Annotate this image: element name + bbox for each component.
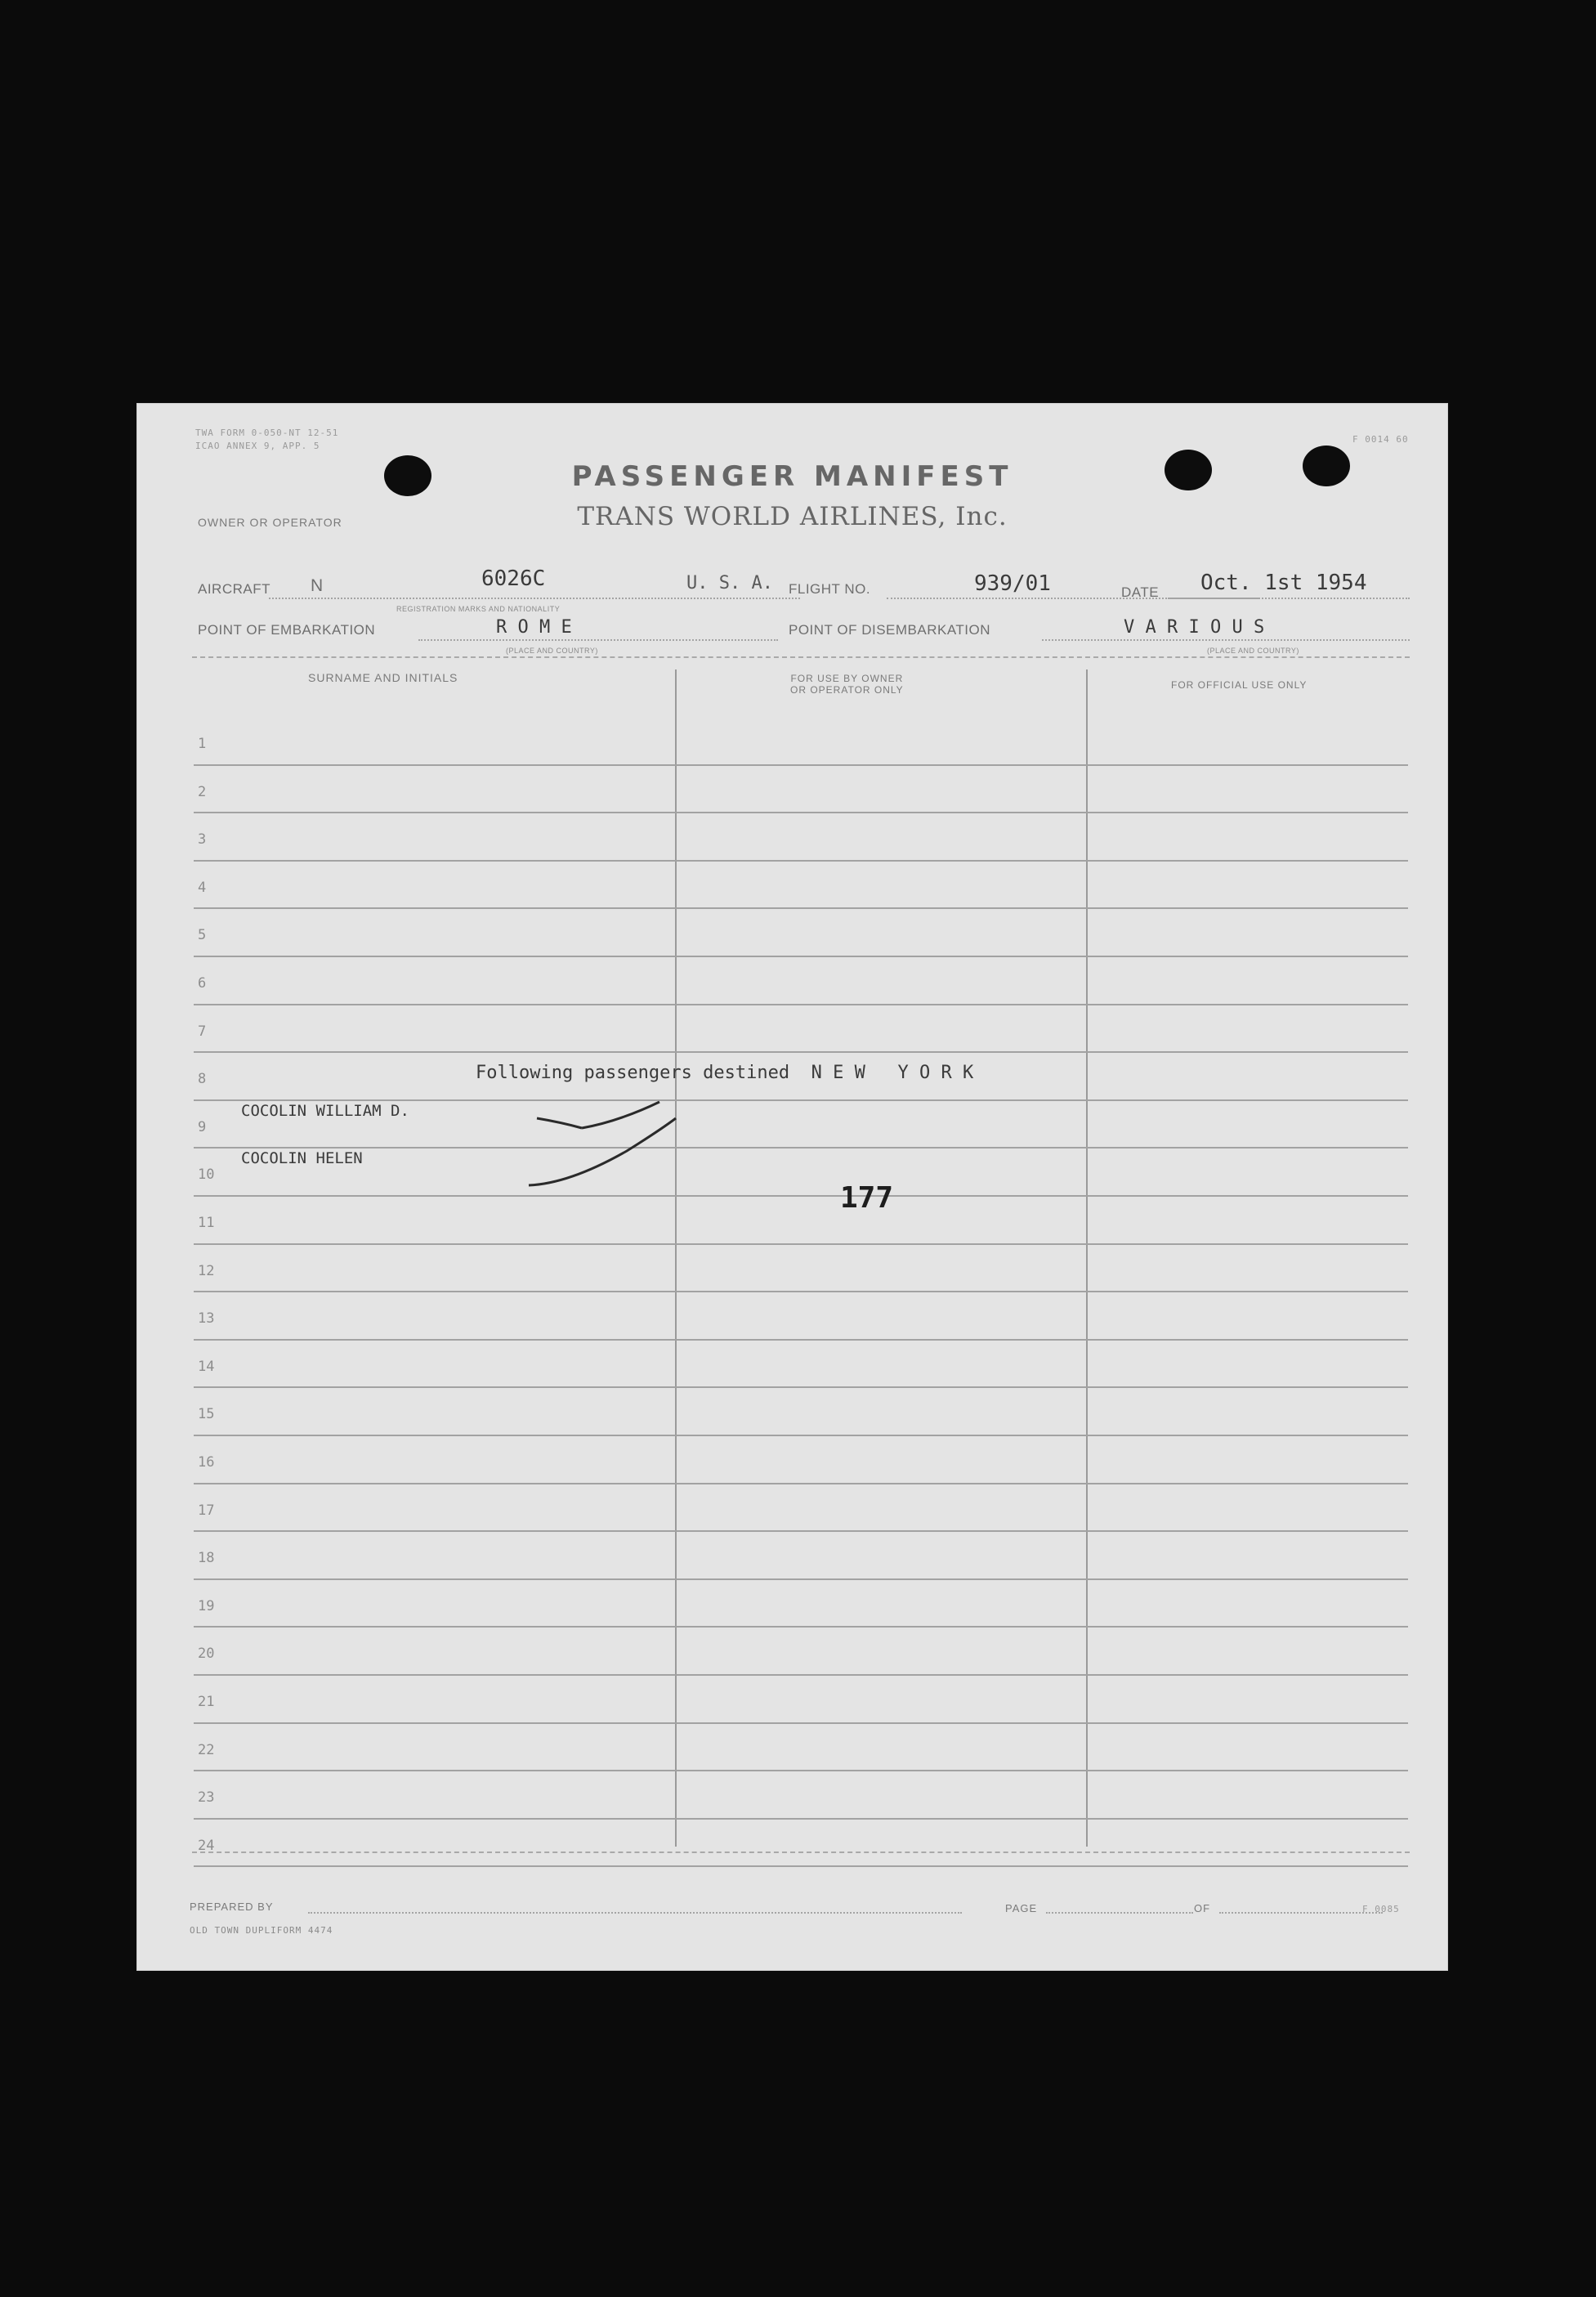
row-number: 6 (198, 975, 207, 992)
form-reference-line1: TWA FORM 0-050-NT 12-51 (195, 428, 339, 438)
of-label: OF (1194, 1902, 1211, 1914)
row-number: 4 (198, 879, 207, 896)
row-line (194, 1195, 1408, 1198)
row-number: 13 (198, 1310, 215, 1328)
row-number: 19 (198, 1597, 215, 1614)
form-reference-line2: ICAO ANNEX 9, APP. 5 (195, 441, 320, 451)
destination-note: Following passengers destined N E W Y O R K (476, 1063, 974, 1083)
row-line (194, 1674, 1408, 1677)
column-header-owner-use: FOR USE BY OWNER OR OPERATOR ONLY (790, 673, 904, 696)
row-line (194, 1435, 1408, 1438)
row-line (194, 1051, 1408, 1054)
row-line (194, 860, 1408, 863)
row-line (194, 1004, 1408, 1007)
stamp-number: 177 (840, 1181, 894, 1215)
row-line (194, 1818, 1408, 1821)
row-number: 24 (198, 1837, 215, 1854)
row-line (194, 907, 1408, 911)
row-line (194, 764, 1408, 768)
date-label: DATE (1121, 584, 1160, 600)
row-number: 23 (198, 1789, 215, 1807)
row-line (194, 1626, 1408, 1629)
row-number: 15 (198, 1406, 215, 1423)
owner-operator-label: OWNER OR OPERATOR (198, 516, 342, 529)
disembarkation-value: V A R I O U S (1124, 617, 1265, 638)
row-line (194, 1865, 1408, 1869)
airline-name: TRANS WORLD AIRLINES, Inc. (577, 502, 1008, 531)
row-number: 2 (198, 783, 207, 800)
row-number: 20 (198, 1646, 215, 1663)
column-divider-1 (675, 669, 677, 1847)
row-number: 18 (198, 1550, 215, 1567)
footer-corner-code: F 0085 (1362, 1904, 1400, 1914)
prepared-by-label: PREPARED BY (190, 1901, 274, 1913)
page-label: PAGE (1005, 1902, 1038, 1914)
row-number: 1 (198, 736, 207, 752)
row-number: 7 (198, 1023, 207, 1040)
passenger-name-9: COCOLIN WILLIAM D. (241, 1102, 409, 1120)
registration-note: REGISTRATION MARKS AND NATIONALITY (396, 605, 561, 613)
row-line (194, 1243, 1408, 1247)
row-number: 16 (198, 1454, 215, 1471)
embarkation-value: R O M E (496, 617, 572, 638)
row-number: 12 (198, 1262, 215, 1279)
row-number: 11 (198, 1215, 215, 1231)
embarkation-label: POINT OF EMBARKATION (198, 622, 376, 638)
row-number: 22 (198, 1741, 215, 1758)
row-line (194, 1770, 1408, 1773)
row-line (194, 1722, 1408, 1726)
row-number: 9 (198, 1118, 207, 1135)
passenger-name-10: COCOLIN HELEN (241, 1149, 363, 1167)
manifest-page (136, 403, 1448, 1971)
row-number: 10 (198, 1166, 215, 1184)
disembarkation-label: POINT OF DISEMBARKATION (789, 622, 991, 638)
column-divider-2 (1086, 669, 1088, 1847)
row-number: 17 (198, 1502, 215, 1519)
row-line (194, 1386, 1408, 1390)
row-number: 8 (198, 1071, 207, 1088)
flight-number: 939/01 (974, 571, 1051, 596)
row-number: 3 (198, 831, 207, 849)
embarkation-note: (PLACE AND COUNTRY) (506, 647, 598, 655)
row-line (194, 1483, 1408, 1486)
row-number: 5 (198, 927, 207, 944)
flight-date: Oct. 1st 1954 (1200, 571, 1367, 595)
row-line (194, 1578, 1408, 1582)
aircraft-nationality: U. S. A. (686, 573, 773, 593)
row-line (194, 1291, 1408, 1294)
row-line (194, 956, 1408, 959)
aircraft-prefix: N (311, 576, 324, 595)
flight-number-label: FLIGHT NO. (789, 581, 871, 597)
row-line (194, 1339, 1408, 1342)
column-header-official-use: FOR OFFICIAL USE ONLY (1171, 679, 1308, 691)
row-line (194, 812, 1408, 815)
row-line (194, 1530, 1408, 1534)
manifest-title: PASSENGER MANIFEST (571, 460, 1013, 493)
check-mark-icon (504, 1094, 749, 1200)
row-line (194, 1147, 1408, 1150)
printer-code: OLD TOWN DUPLIFORM 4474 (190, 1925, 333, 1936)
row-number: 21 (198, 1694, 215, 1710)
aircraft-number: 6026C (481, 566, 546, 591)
column-header-surname: SURNAME AND INITIALS (308, 671, 458, 684)
disembarkation-note: (PLACE AND COUNTRY) (1207, 647, 1299, 655)
row-number: 14 (198, 1358, 215, 1375)
aircraft-label: AIRCRAFT (198, 581, 270, 597)
form-corner-code: F 0014 60 (1352, 434, 1409, 445)
